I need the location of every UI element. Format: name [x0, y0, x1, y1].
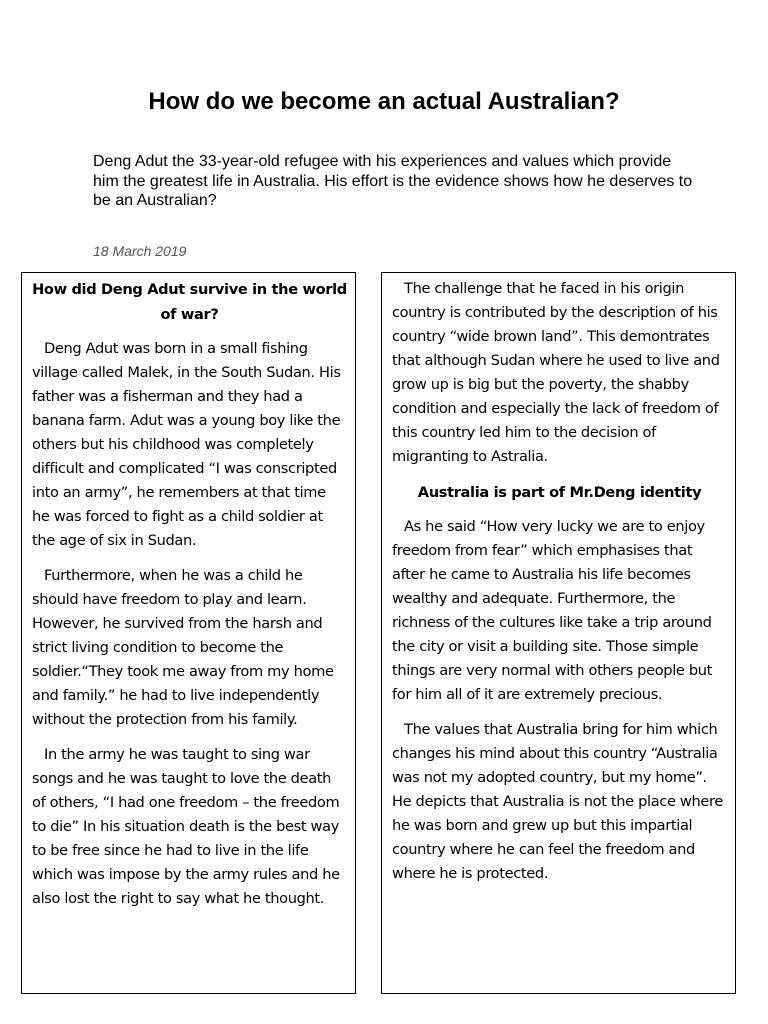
left-column-heading: How did Deng Adut survive in the world of war?	[32, 281, 347, 323]
right-paragraph-intro: The challenge that he faced in his origin country is contributed by the description of his country “wide brown land”. This demontrates that although Sudan where he used to live and grow up is big but the poverty, the shabby condition and especially the lack of freedom of this country led him to the decision of migranting to Astralia.	[392, 280, 720, 465]
right-paragraph-2: The values that Australia bring for him which changes his mind about this country “Australia was not my adopted country, but my home”. He depicts that Australia is not the place where he was born and grew up but this impartial country where he can feel the freedom and where he is protected.	[392, 721, 723, 882]
left-article-column	[21, 272, 356, 994]
left-paragraph-2: Furthermore, when he was a child he should have freedom to play and learn. However, he survived from the harsh and strict living condition to become the soldier.“They took me away from my home and family.” he had to live independently without the protection from his family.	[32, 567, 334, 728]
right-paragraph-1: As he said “How very lucky we are to enjoy freedom from fear” which emphasises that after he came to Australia his life becomes wealthy and adequate. Furthermore, the richness of the cultures like take a trip around the city or visit a building site. Those simple things are very normal with others people but for him all of it are extremely precious.	[392, 518, 712, 703]
publish-date: 18 March 2019	[93, 243, 187, 259]
left-paragraph-3: In the army he was taught to sing war songs and he was taught to love the death of others, “I had one freedom – the freedom to die” In his situation death is the best way to be free since he had to live in the life which was impose by the army rules and he also lost the right to say what he thought.	[32, 746, 340, 907]
intro-summary: Deng Adut the 33-year-old refugee with his experiences and values which provide him the greatest life in Australia. His effort is the evidence shows how he deserves to be an Australian?	[93, 153, 693, 209]
page-title: How do we become an actual Australian?	[148, 88, 620, 115]
right-column-heading: Australia is part of Mr.Deng identity	[417, 484, 702, 501]
right-article-column	[381, 272, 736, 994]
left-paragraph-1: Deng Adut was born in a small fishing village called Malek, in the South Sudan. His father was a fisherman and they had a banana farm. Adut was a young boy like the others but his childhood was completely difficult and complicated “I was conscripted into an army”, he remembers at that time he was forced to fight as a child soldier at the age of six in Sudan.	[32, 340, 341, 549]
